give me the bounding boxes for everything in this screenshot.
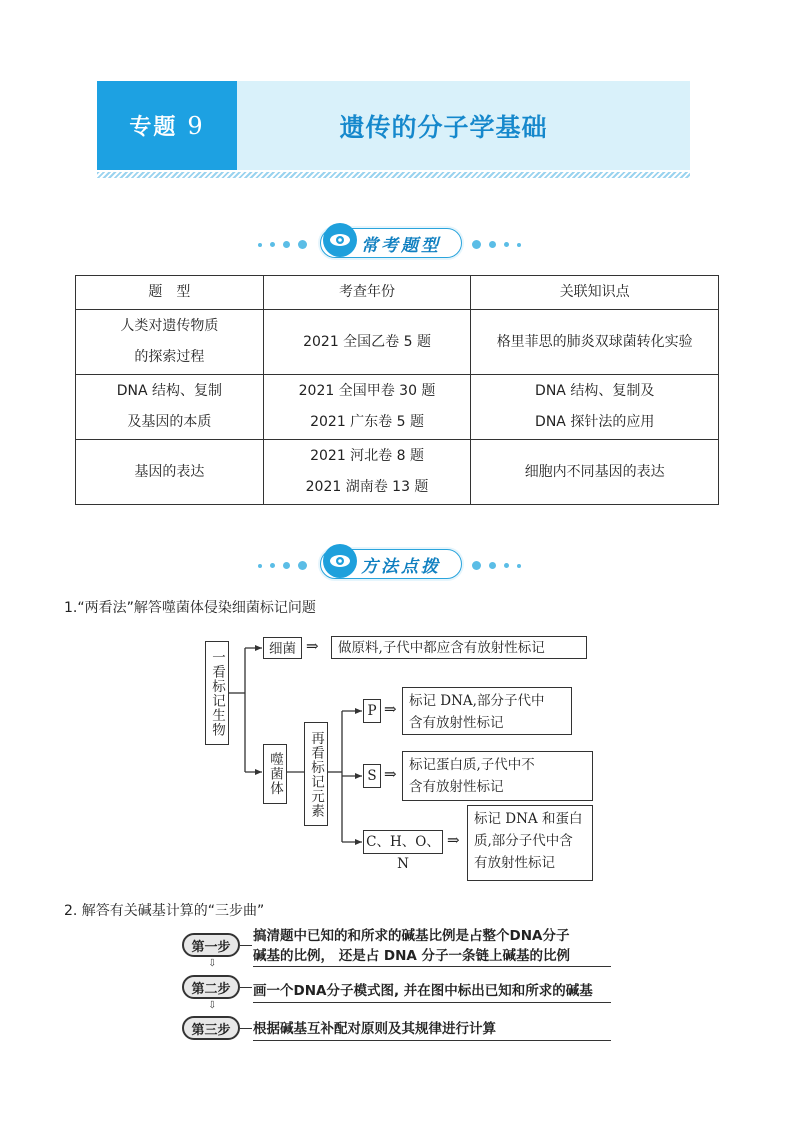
bacteria-box: 细菌 bbox=[263, 637, 302, 659]
step-1-text: 搞清题中已知的和所求的碱基比例是占整个DNA分子 碱基的比例， 还是占 DNA 分子一条链上碱基的比例 bbox=[253, 928, 571, 964]
header-knowledge: 关联知识点 bbox=[471, 276, 719, 310]
question-2-title: 2. 解答有关碱基计算的“三步曲” bbox=[64, 903, 265, 919]
first-look-box: 一看标记生物 bbox=[205, 641, 229, 745]
step-1-underline bbox=[253, 966, 611, 967]
implies-arrow: ⇒ bbox=[447, 831, 460, 849]
down-arrow-icon: ⇩ bbox=[208, 1000, 217, 1011]
cell-years: 2021 河北卷 8 题 2021 湖南卷 13 题 bbox=[263, 440, 471, 505]
topic-label: 专题 bbox=[129, 115, 178, 140]
bacteria-result-box: 做原料,子代中都应含有放射性标记 bbox=[331, 636, 587, 659]
question-1-title: 1.“两看法”解答噬菌体侵染细菌标记问题 bbox=[64, 600, 316, 616]
element-s-result-box: 标记蛋白质,子代中不 含有放射性标记 bbox=[402, 751, 593, 801]
cell-type: DNA 结构、复制 及基因的本质 bbox=[76, 375, 264, 440]
cell-knowledge: 细胞内不同基因的表达 bbox=[471, 440, 719, 505]
down-arrow-icon: ⇩ bbox=[208, 958, 217, 969]
cell-knowledge: DNA 结构、复制及 DNA 探针法的应用 bbox=[471, 375, 719, 440]
step-2-label: 第二步 bbox=[182, 975, 240, 999]
second-look-box: 再看标记元素 bbox=[304, 722, 328, 826]
cell-years: 2021 全国甲卷 30 题 2021 广东卷 5 题 bbox=[263, 375, 471, 440]
phage-box: 噬菌体 bbox=[263, 744, 287, 804]
cell-knowledge: 格里菲思的肺炎双球菌转化实验 bbox=[471, 310, 719, 375]
header-type: 题 型 bbox=[76, 276, 264, 310]
section-label: 方法点拨 bbox=[361, 557, 441, 577]
element-p-box: P bbox=[363, 699, 381, 723]
element-p-result-box: 标记 DNA,部分子代中 含有放射性标记 bbox=[402, 687, 572, 735]
implies-arrow: ⇒ bbox=[384, 700, 397, 718]
element-chon-box: C、H、O、N bbox=[363, 830, 443, 854]
element-chon-result-box: 标记 DNA 和蛋白 质,部分子代中含 有放射性标记 bbox=[467, 805, 593, 881]
cell-years: 2021 全国乙卷 5 题 bbox=[263, 310, 471, 375]
step-2-text: 画一个DNA分子模式图, 并在图中标出已知和所求的碱基 bbox=[253, 983, 593, 999]
step-3-label: 第三步 bbox=[182, 1016, 240, 1040]
topic-number: 9 bbox=[187, 111, 205, 140]
step-3-connector bbox=[240, 1028, 252, 1029]
implies-arrow: ⇒ bbox=[384, 765, 397, 783]
page-title: 遗传的分子学基础 bbox=[339, 112, 548, 142]
implies-arrow: ⇒ bbox=[306, 637, 319, 655]
step-3-underline bbox=[253, 1040, 611, 1041]
header-years: 考查年份 bbox=[263, 276, 471, 310]
section-label: 常考题型 bbox=[361, 236, 441, 256]
step-2-connector bbox=[240, 987, 252, 988]
element-s-box: S bbox=[363, 764, 381, 788]
cell-type: 基因的表达 bbox=[76, 440, 264, 505]
step-3-text: 根据碱基互补配对原则及其规律进行计算 bbox=[253, 1021, 496, 1037]
step-2-underline bbox=[253, 1002, 611, 1003]
step-1-label: 第一步 bbox=[182, 933, 240, 957]
step-1-connector bbox=[240, 945, 252, 946]
cell-type: 人类对遗传物质 的探索过程 bbox=[76, 310, 264, 375]
